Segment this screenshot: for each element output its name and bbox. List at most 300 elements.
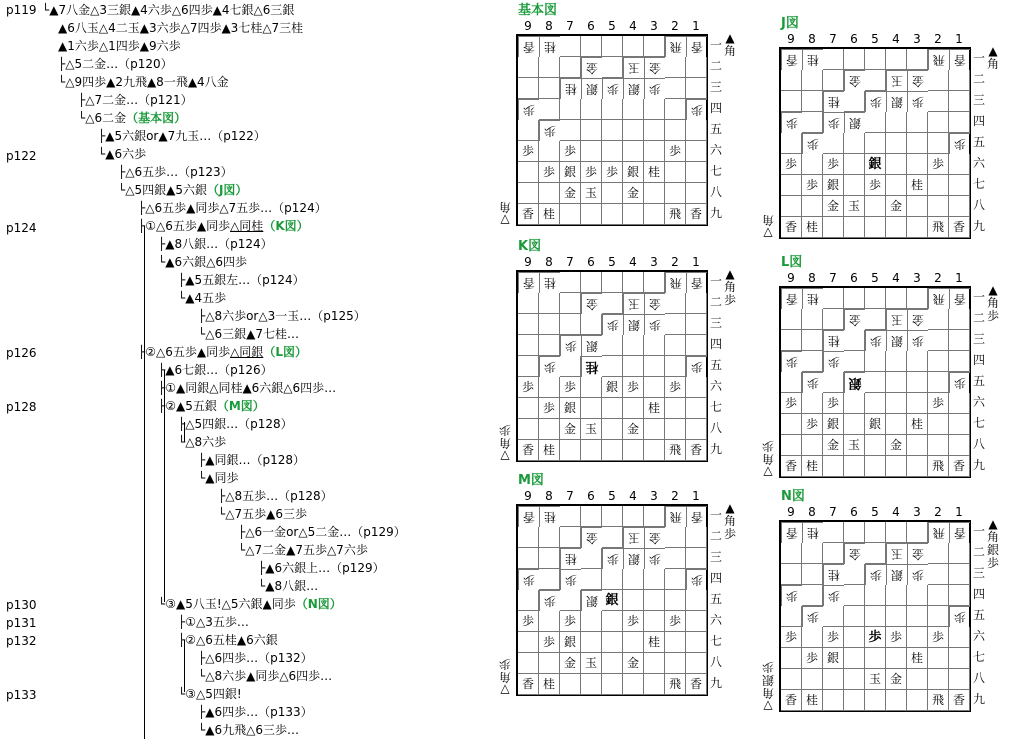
move-text: └△6二金 (78, 111, 127, 125)
board-square (686, 78, 707, 99)
board-square (823, 456, 844, 477)
board-square (623, 36, 644, 57)
board-square (539, 335, 560, 356)
board-square (644, 674, 665, 695)
board-square (602, 611, 623, 632)
board-square (907, 435, 928, 456)
file-number: 4 (892, 32, 900, 46)
board-piece: 歩 (802, 414, 823, 435)
board-piece: 歩 (928, 627, 949, 648)
board-square (781, 435, 802, 456)
board-square (907, 372, 928, 393)
board-square (602, 569, 623, 590)
board-piece: 香 (781, 456, 802, 477)
rank-number: 六 (972, 156, 985, 170)
board-square (886, 372, 907, 393)
variation-line (178, 632, 278, 649)
board-square (539, 314, 560, 335)
board-piece: 歩 (802, 133, 823, 154)
board-piece: 歩 (781, 351, 802, 372)
board-piece: 歩 (518, 99, 539, 120)
move-text: └△6三銀▲7七桂… (198, 327, 299, 341)
board-square (602, 99, 623, 120)
board-square (644, 120, 665, 141)
board-square (949, 330, 970, 351)
board-piece: 飛 (665, 440, 686, 461)
board-square (602, 272, 623, 293)
board-square (581, 674, 602, 695)
board-square (865, 112, 886, 133)
board-piece: 玉 (844, 435, 865, 456)
board-square (623, 204, 644, 225)
board-grid (516, 504, 708, 696)
board-square (602, 335, 623, 356)
gote-hand (986, 45, 1000, 71)
board-piece: 桂 (907, 414, 928, 435)
board-piece: 香 (949, 456, 970, 477)
board-square (518, 356, 539, 377)
board-square (602, 36, 623, 57)
board-piece: 桂 (823, 564, 844, 585)
rank-number: 五 (972, 135, 985, 149)
board-square (949, 309, 970, 330)
board-square (602, 527, 623, 548)
rank-number: 四 (709, 337, 722, 351)
board-piece: 香 (686, 674, 707, 695)
file-number: 3 (913, 32, 921, 46)
move-text: └△8六歩▲同歩△6四歩… (198, 669, 333, 683)
board-piece: 歩 (686, 569, 707, 590)
file-number: 9 (524, 19, 532, 33)
board-square (844, 330, 865, 351)
board-piece: 金 (844, 309, 865, 330)
board-piece: 歩 (823, 585, 844, 606)
board-square (665, 356, 686, 377)
variation-line (198, 668, 332, 685)
board-square (949, 112, 970, 133)
board-square (844, 393, 865, 414)
board-piece: 桂 (802, 690, 823, 711)
board-square (644, 141, 665, 162)
board-square (823, 133, 844, 154)
file-number: 4 (629, 255, 637, 269)
board-square (518, 120, 539, 141)
board-square (928, 669, 949, 690)
board-piece: 銀 (886, 330, 907, 351)
board-square (623, 272, 644, 293)
board-square (686, 632, 707, 653)
board-piece: 銀 (560, 162, 581, 183)
move-text: ├①△3五歩… (178, 615, 249, 629)
board-piece: 玉 (581, 419, 602, 440)
board-square (644, 440, 665, 461)
board-piece: 桂 (907, 648, 928, 669)
board-square (823, 372, 844, 393)
board-square (665, 398, 686, 419)
variation-line (78, 92, 193, 109)
variation-line (58, 56, 173, 73)
board-square (781, 372, 802, 393)
board-square (581, 569, 602, 590)
file-number: 6 (587, 19, 595, 33)
board-square (518, 335, 539, 356)
board-piece: 桂 (539, 36, 560, 57)
file-number: 3 (913, 271, 921, 285)
hand-piece: 角 (762, 213, 775, 227)
board-title: 基本図 (518, 3, 558, 18)
file-number: 5 (871, 32, 879, 46)
rank-number: 七 (972, 416, 985, 430)
variation-line (138, 344, 307, 361)
board-square (602, 653, 623, 674)
board-square (865, 690, 886, 711)
board-square (865, 648, 886, 669)
board-square (623, 674, 644, 695)
board-square (665, 569, 686, 590)
board-square (581, 611, 602, 632)
board-square (949, 175, 970, 196)
board-square (928, 648, 949, 669)
board-square (623, 440, 644, 461)
board-square (623, 120, 644, 141)
variation-line (178, 290, 226, 307)
board-square (623, 335, 644, 356)
rank-number: 九 (709, 676, 722, 690)
board-square (949, 564, 970, 585)
rank-number: 四 (709, 101, 722, 115)
player-mark: ▲ (988, 44, 998, 58)
board-square (865, 49, 886, 70)
board-piece: 香 (518, 204, 539, 225)
board-square (539, 569, 560, 590)
board-piece: 香 (781, 690, 802, 711)
board-square (665, 162, 686, 183)
board-square (907, 627, 928, 648)
board-title: L図 (781, 255, 803, 270)
board-square (928, 372, 949, 393)
board-square (539, 141, 560, 162)
move-text: ▲6八玉△4二玉▲3六歩△7四歩▲3七桂△7三桂 (58, 21, 304, 35)
move-text: └△7五歩▲6三歩 (218, 507, 307, 521)
board-square (907, 690, 928, 711)
file-number: 5 (608, 489, 616, 503)
variation-line (158, 362, 273, 379)
board-square (665, 314, 686, 335)
board-grid (779, 286, 971, 478)
variation-line (258, 560, 385, 577)
board-square (539, 653, 560, 674)
board-square (823, 288, 844, 309)
board-piece: 飛 (928, 456, 949, 477)
board-piece: 桂 (560, 78, 581, 99)
board-square (623, 356, 644, 377)
sente-hand (761, 439, 775, 478)
board-piece: 金 (644, 527, 665, 548)
board-square (539, 377, 560, 398)
board-square (844, 217, 865, 238)
hand-piece: 角 (762, 452, 775, 466)
board-square (907, 217, 928, 238)
move-text: ├②▲5五銀 (158, 399, 217, 413)
variation-line (198, 308, 366, 325)
board-piece: 桂 (539, 204, 560, 225)
file-number: 8 (808, 271, 816, 285)
variation-line (258, 578, 318, 595)
board-piece: 歩 (623, 377, 644, 398)
board-piece: 玉 (581, 653, 602, 674)
variation-line (158, 596, 342, 613)
board-square (928, 543, 949, 564)
player-mark: ▲ (988, 283, 998, 297)
board-piece: 歩 (518, 611, 539, 632)
board-square (644, 36, 665, 57)
move-text: ├△7二金…（p121） (78, 93, 193, 107)
variation-line (178, 434, 226, 451)
board-piece: 金 (907, 543, 928, 564)
variation-tree (0, 0, 505, 739)
board-square (844, 175, 865, 196)
board-square (665, 590, 686, 611)
board-piece: 桂 (802, 49, 823, 70)
board-square (928, 309, 949, 330)
board-piece: 銀 (823, 414, 844, 435)
board-square (644, 590, 665, 611)
board-square (949, 196, 970, 217)
board-piece: 桂 (823, 91, 844, 112)
board-square (928, 196, 949, 217)
board-square (686, 293, 707, 314)
variation-line (178, 272, 305, 289)
board-piece: 歩 (518, 141, 539, 162)
board-piece: 飛 (665, 272, 686, 293)
rank-number: 八 (709, 421, 722, 435)
board-square (644, 611, 665, 632)
board-square (865, 288, 886, 309)
board-square (781, 91, 802, 112)
board-square (865, 543, 886, 564)
board-piece: 香 (518, 674, 539, 695)
board-piece: 玉 (865, 669, 886, 690)
gote-hand (986, 518, 1000, 570)
board-square (865, 435, 886, 456)
board-square (686, 162, 707, 183)
file-number: 2 (934, 505, 942, 519)
board-piece: 香 (781, 217, 802, 238)
rank-number: 三 (709, 550, 722, 564)
file-number: 8 (808, 505, 816, 519)
board-square (581, 141, 602, 162)
board-square (844, 564, 865, 585)
rank-number: 一 (709, 508, 722, 522)
diagram-label: （K図） (263, 219, 309, 233)
board-piece: 歩 (602, 162, 623, 183)
board-square (865, 217, 886, 238)
board-piece: 歩 (823, 351, 844, 372)
board-piece: 歩 (781, 154, 802, 175)
board-piece: 歩 (949, 606, 970, 627)
board-square (907, 522, 928, 543)
board-piece: 桂 (802, 456, 823, 477)
rank-number: 六 (709, 143, 722, 157)
board-piece: 玉 (623, 57, 644, 78)
board-piece: 歩 (665, 377, 686, 398)
board-square (581, 120, 602, 141)
board-square (665, 632, 686, 653)
board-piece: 金 (886, 196, 907, 217)
board-square (823, 70, 844, 91)
board-piece: 桂 (560, 548, 581, 569)
board-square (518, 653, 539, 674)
board-square (907, 585, 928, 606)
board-piece: 銀 (581, 78, 602, 99)
move-text: △同銀 (230, 345, 264, 359)
board-square (823, 543, 844, 564)
board-square (518, 632, 539, 653)
board-title: J図 (781, 16, 799, 31)
board-square (907, 288, 928, 309)
board-piece: 香 (686, 36, 707, 57)
board-square (865, 456, 886, 477)
board-square (928, 585, 949, 606)
player-mark: ▲ (988, 517, 998, 531)
board-piece: 銀 (886, 91, 907, 112)
variation-line (138, 218, 309, 235)
board-square (865, 393, 886, 414)
board-piece: 桂 (802, 522, 823, 543)
rank-number: 三 (709, 80, 722, 94)
board-square (886, 648, 907, 669)
file-number: 2 (934, 271, 942, 285)
player-mark: ▲ (725, 267, 735, 281)
variation-line (158, 380, 336, 397)
rank-number: 七 (972, 650, 985, 664)
board-square (581, 314, 602, 335)
board-piece: 香 (686, 440, 707, 461)
board-piece: 歩 (602, 78, 623, 99)
board-square (518, 590, 539, 611)
board-piece: 金 (823, 435, 844, 456)
board-square (886, 393, 907, 414)
file-number: 1 (955, 32, 963, 46)
board-piece: 金 (581, 527, 602, 548)
board-square (781, 606, 802, 627)
board-square (560, 272, 581, 293)
board-piece: 飛 (928, 522, 949, 543)
board-square (686, 527, 707, 548)
board-square (781, 133, 802, 154)
variation-line (198, 452, 305, 469)
board-square (602, 183, 623, 204)
board-piece: 歩 (907, 91, 928, 112)
board-square (644, 99, 665, 120)
board-square (560, 293, 581, 314)
rank-number: 二 (709, 529, 722, 543)
board-square (602, 141, 623, 162)
page-reference: p119 (6, 3, 37, 17)
board-square (802, 330, 823, 351)
board-piece: 香 (781, 522, 802, 543)
move-text: ├②△6五桂▲6六銀 (178, 633, 278, 647)
board-square (886, 414, 907, 435)
board-square (802, 669, 823, 690)
board-piece: 銀 (844, 372, 865, 393)
board-piece: 歩 (602, 548, 623, 569)
board-square (581, 377, 602, 398)
file-number: 6 (850, 271, 858, 285)
board-piece: 飛 (665, 204, 686, 225)
board-square (886, 456, 907, 477)
rank-number: 三 (709, 316, 722, 330)
file-number: 9 (524, 489, 532, 503)
board-square (781, 648, 802, 669)
board-square (844, 669, 865, 690)
board-square (781, 309, 802, 330)
board-square (865, 351, 886, 372)
hand-piece: 歩 (986, 309, 999, 323)
board-piece: 金 (581, 57, 602, 78)
rank-number: 九 (709, 206, 722, 220)
board-square (518, 548, 539, 569)
board-piece: 歩 (560, 569, 581, 590)
variation-line (58, 20, 303, 37)
board-piece: 桂 (802, 217, 823, 238)
board-piece: 歩 (823, 154, 844, 175)
board-piece: 桂 (581, 356, 602, 377)
variation-line (98, 128, 266, 145)
sente-hand (761, 213, 775, 239)
file-number: 7 (829, 32, 837, 46)
rank-number: 四 (972, 353, 985, 367)
move-text: ├△8五歩…（p128） (218, 489, 333, 503)
board-square (644, 569, 665, 590)
hand-piece: 歩 (762, 439, 775, 453)
file-number: 6 (587, 255, 595, 269)
file-number: 7 (829, 505, 837, 519)
board-square (623, 590, 644, 611)
board-piece: 銀 (560, 398, 581, 419)
board-square (802, 196, 823, 217)
board-square (802, 435, 823, 456)
variation-line (218, 488, 333, 505)
move-text: ├△6五歩▲同歩△7五歩…（p124） (138, 201, 327, 215)
board-square (928, 91, 949, 112)
move-text: ├▲6六銀上…（p129） (258, 561, 385, 575)
board-piece: 歩 (781, 393, 802, 414)
rank-number: 三 (972, 566, 985, 580)
hand-piece: 角 (499, 436, 512, 450)
board-square (686, 120, 707, 141)
board-square (949, 585, 970, 606)
board-piece: 飛 (665, 674, 686, 695)
diagram-label: （J図） (206, 183, 248, 197)
board-piece: 銀 (623, 314, 644, 335)
variation-line (198, 704, 313, 721)
board-square (949, 70, 970, 91)
board-piece: 歩 (802, 606, 823, 627)
file-number: 3 (913, 505, 921, 519)
board-square (781, 543, 802, 564)
board-grid (516, 270, 708, 462)
board-square (602, 120, 623, 141)
board-square (781, 196, 802, 217)
board-piece: 歩 (686, 99, 707, 120)
move-text: ├△6一金or△5二金…（p129） (238, 525, 406, 539)
board-square (581, 204, 602, 225)
board-square (539, 419, 560, 440)
board-square (844, 288, 865, 309)
board-square (581, 272, 602, 293)
board-square (602, 506, 623, 527)
